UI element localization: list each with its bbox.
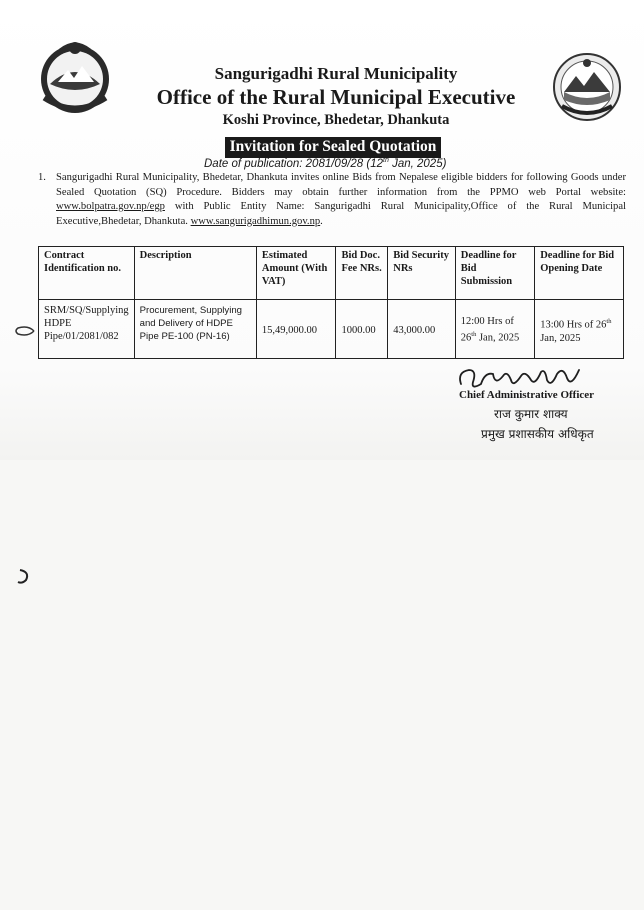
- header-bid-doc-fee: Bid Doc. Fee NRs.: [336, 247, 388, 300]
- bid-table: [38, 246, 624, 359]
- table-row: [39, 300, 624, 359]
- header-bid-security: Bid Security NRs: [388, 247, 456, 300]
- header-description: Description: [134, 247, 256, 300]
- publication-date-suffix: Jan, 2025): [388, 157, 447, 170]
- opening-deadline-sup: th: [606, 318, 612, 326]
- paragraph-text-2: with Public Entity Name: Sangurigadhi Rural Municipality,Office of the Rural Municipal Executive,Bhedetar, Dhankuta.: [56, 201, 626, 227]
- publication-date: [204, 157, 446, 170]
- province-address: Koshi Province, Bhedetar, Dhankuta: [222, 112, 450, 128]
- submission-deadline-prefix: 12:00 Hrs of 26: [460, 316, 514, 344]
- publication-date-prefix: Date of publication: 2081/09/28 (12: [204, 157, 384, 170]
- signatory-title: Chief Administrative Officer: [459, 389, 595, 401]
- header-opening-deadline: Deadline for Bid Opening Date: [535, 247, 624, 300]
- municipality-name: Sangurigadhi Rural Municipality: [214, 64, 458, 83]
- opening-deadline-prefix: 13:00 Hrs of 26: [540, 319, 607, 331]
- publication-date-sup: th: [383, 157, 389, 164]
- opening-deadline-suffix: Jan, 2025: [540, 332, 581, 344]
- municipality-website-link[interactable]: www.sangurigadhimun.gov.np: [190, 215, 321, 227]
- paragraph-body: [56, 171, 626, 229]
- signatory-name: राज कुमार शाक्य: [494, 407, 568, 421]
- office-title: Office of the Rural Municipal Executive: [156, 85, 516, 109]
- punch-hole-mark: [12, 568, 34, 586]
- notice-paragraph: [38, 171, 626, 229]
- paragraph-text: Sangurigadhi Rural Municipality, Bhedetar, Dhankuta invites online Bids from Nepalese eligible bidders for following Goods under Sealed Quotation (SQ) Procedure. Bidders may obtain further information from the PPMO web Portal website:: [56, 172, 626, 198]
- table-header-row: [39, 247, 624, 300]
- paragraph-end: .: [320, 215, 323, 227]
- ppmo-portal-link[interactable]: www.bolpatra.gov.np/egp: [56, 201, 165, 212]
- header-estimated-amount: Estimated Amount (With VAT): [256, 247, 336, 300]
- submission-deadline-suffix: Jan, 2025: [476, 332, 520, 344]
- cell-opening-deadline: [535, 300, 624, 359]
- punch-hole-mark: [14, 322, 36, 340]
- header-submission-deadline: Deadline for Bid Submission: [455, 247, 534, 300]
- item-number: 1.: [38, 172, 46, 183]
- cell-submission-deadline: [455, 300, 534, 359]
- header-contract-id: Contract Identification no.: [39, 247, 135, 300]
- signatory-post: प्रमुख प्रशासकीय अधिकृत: [481, 427, 594, 441]
- cell-bid-doc-fee: 1000.00: [336, 300, 388, 359]
- cell-contract-id: SRM/SQ/Supplying HDPE Pipe/01/2081/082: [39, 300, 135, 359]
- notice-title: Invitation for Sealed Quotation: [225, 137, 442, 158]
- notice-title-wrap: [0, 137, 644, 158]
- submission-deadline-sup: th: [471, 331, 477, 339]
- cell-bid-security: 43,000.00: [388, 300, 456, 359]
- cell-estimated-amount: 15,49,000.00: [256, 300, 336, 359]
- cell-description: Procurement, Supplying and Delivery of HDPE Pipe PE-100 (PN-16): [134, 300, 256, 359]
